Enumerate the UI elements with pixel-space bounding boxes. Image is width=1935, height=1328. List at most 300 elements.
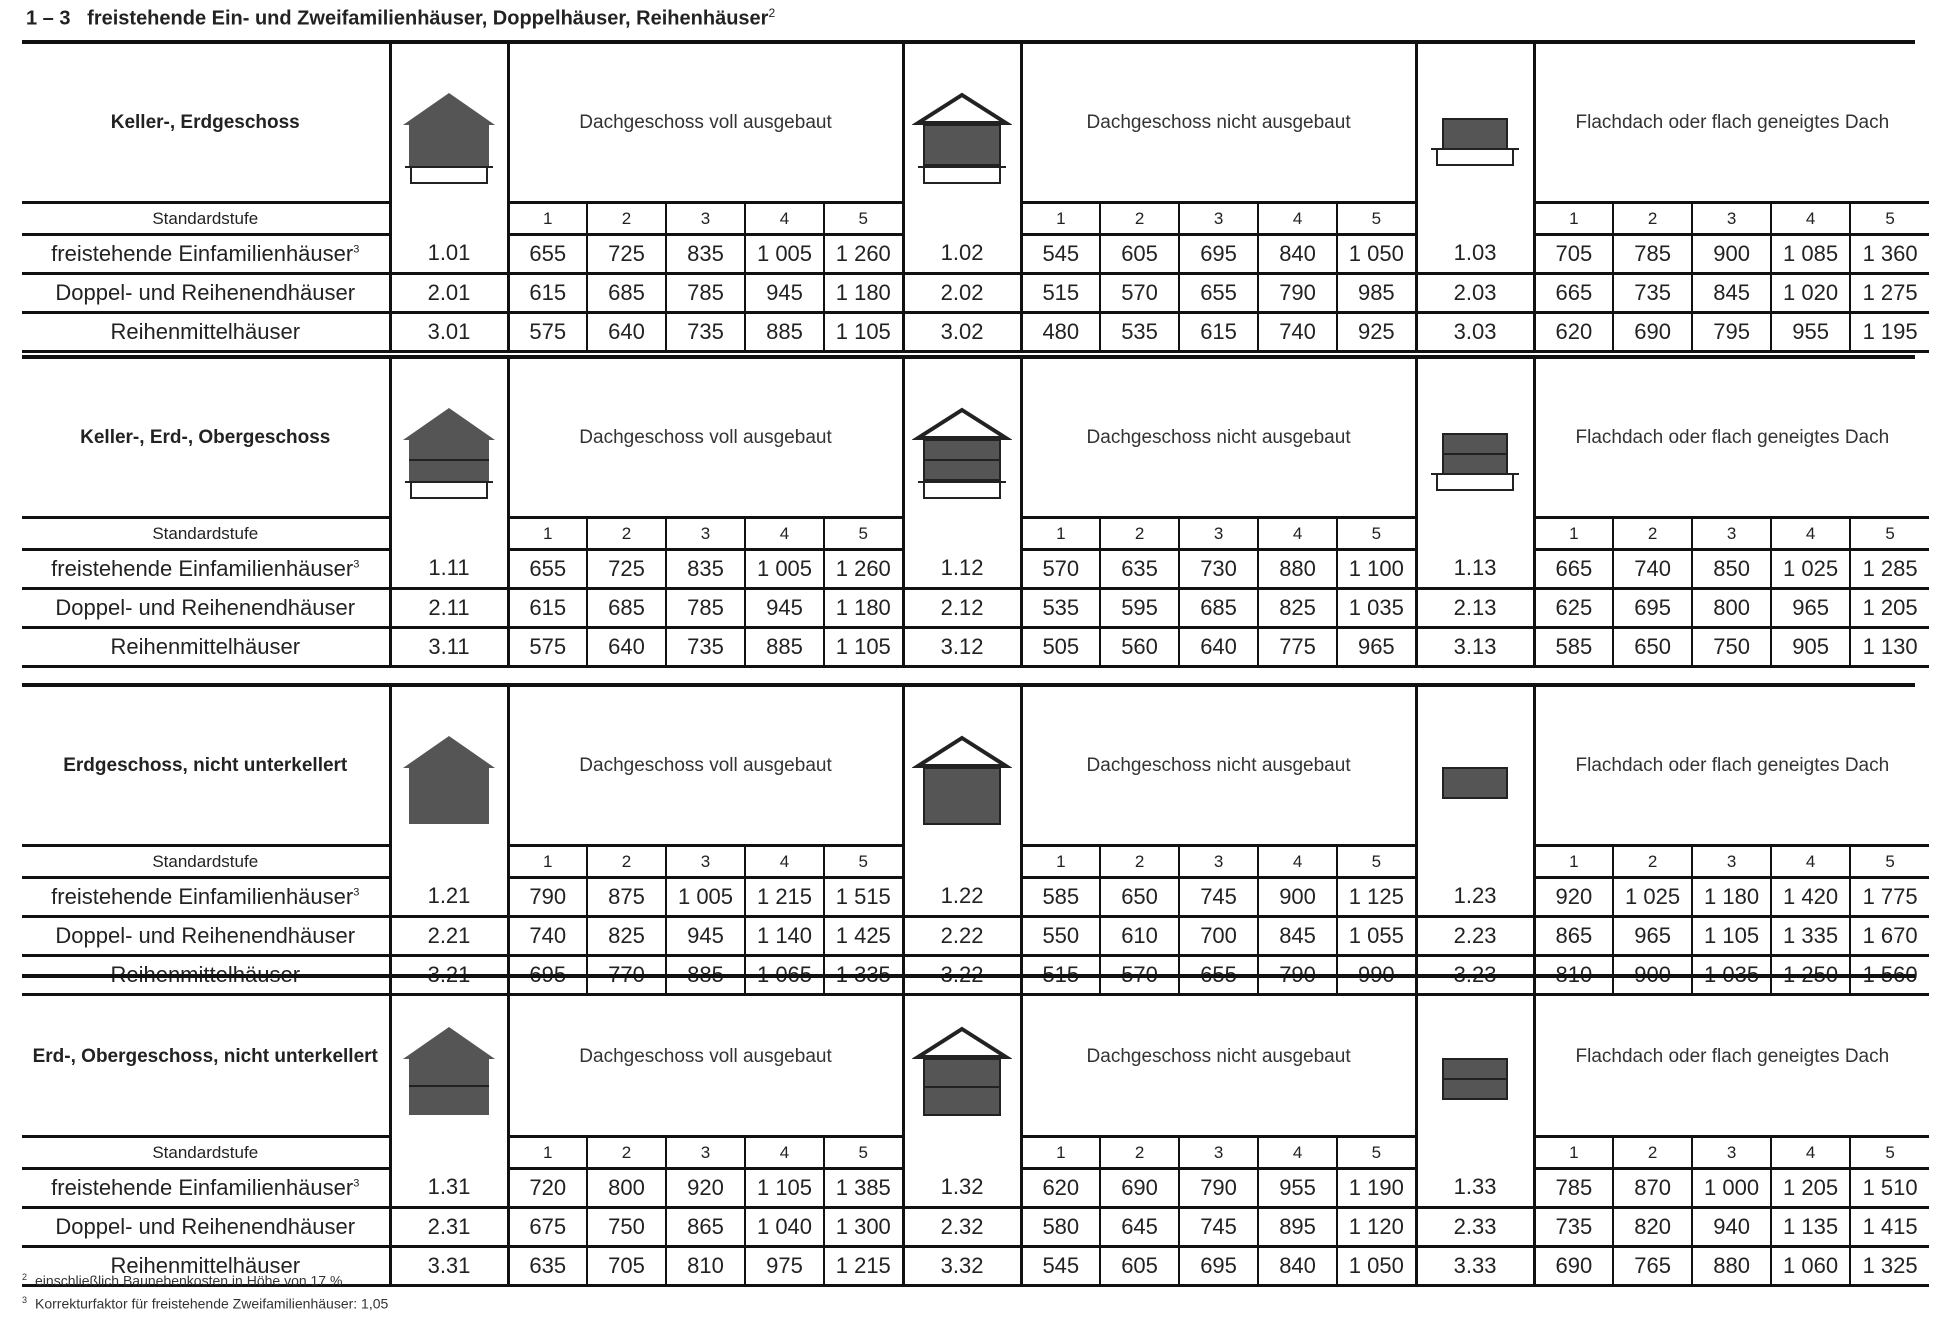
table-row bbox=[22, 628, 1929, 667]
cost-value: 1 510 bbox=[1850, 1169, 1929, 1208]
cost-value: 595 bbox=[1100, 589, 1179, 628]
cost-value: 745 bbox=[1179, 1208, 1258, 1247]
cost-value: 550 bbox=[1021, 917, 1100, 956]
cost-value: 615 bbox=[508, 589, 587, 628]
cost-value: 840 bbox=[1258, 235, 1337, 274]
block-title: Erd-, Obergeschoss, nicht unterkellert bbox=[22, 978, 390, 1137]
stufe-number: 1 bbox=[508, 1137, 587, 1169]
cost-value: 865 bbox=[1534, 917, 1613, 956]
cost-value: 965 bbox=[1771, 589, 1850, 628]
type-code: 2.22 bbox=[903, 917, 1021, 956]
cost-value: 775 bbox=[1258, 628, 1337, 667]
cost-value: 570 bbox=[1021, 550, 1100, 589]
cost-value: 1 050 bbox=[1337, 1247, 1416, 1286]
cost-value: 1 325 bbox=[1850, 1247, 1929, 1286]
cost-value: 765 bbox=[1613, 1247, 1692, 1286]
cost-value: 695 bbox=[508, 956, 587, 995]
footnote-2: $^2$ einschließlich Baunebenkosten in Höhe von 17 % bbox=[22, 1272, 343, 1289]
cost-value: 1 195 bbox=[1850, 313, 1929, 352]
cost-value: 885 bbox=[745, 313, 824, 352]
type-code: 1.01 bbox=[390, 235, 508, 274]
type-code: 2.33 bbox=[1416, 1208, 1534, 1247]
cost-value: 580 bbox=[1021, 1208, 1100, 1247]
stufe-number: 3 bbox=[666, 1137, 745, 1169]
table-row bbox=[22, 917, 1929, 956]
cost-value: 925 bbox=[1337, 313, 1416, 352]
stufe-number: 4 bbox=[1771, 518, 1850, 550]
cost-value: 1 005 bbox=[745, 550, 824, 589]
stufe-number: 4 bbox=[1258, 203, 1337, 235]
cost-value: 1 140 bbox=[745, 917, 824, 956]
type-code: 3.33 bbox=[1416, 1247, 1534, 1286]
group-label: Dachgeschoss voll ausgebaut bbox=[508, 359, 903, 518]
stufe-number: 3 bbox=[1179, 846, 1258, 878]
stufe-number: 1 bbox=[1021, 1137, 1100, 1169]
cost-table bbox=[22, 359, 1929, 668]
cost-value: 640 bbox=[587, 313, 666, 352]
stufe-number: 5 bbox=[824, 518, 903, 550]
cost-value: 1 065 bbox=[745, 956, 824, 995]
cost-value: 1 335 bbox=[824, 956, 903, 995]
block-title: Keller-, Erdgeschoss bbox=[22, 44, 390, 203]
row-label: freistehende Einfamilienhäuser$^3$ bbox=[22, 1169, 390, 1208]
cost-table bbox=[22, 978, 1929, 1287]
cost-value: 700 bbox=[1179, 917, 1258, 956]
type-code: 3.13 bbox=[1416, 628, 1534, 667]
cost-value: 1 130 bbox=[1850, 628, 1929, 667]
cost-value: 745 bbox=[1179, 878, 1258, 917]
cost-value: 735 bbox=[666, 313, 745, 352]
cost-value: 920 bbox=[666, 1169, 745, 1208]
cost-value: 840 bbox=[1258, 1247, 1337, 1286]
cost-value: 560 bbox=[1100, 628, 1179, 667]
group-label: Dachgeschoss nicht ausgebaut bbox=[1021, 44, 1416, 203]
type-code: 3.02 bbox=[903, 313, 1021, 352]
cost-value: 785 bbox=[1613, 235, 1692, 274]
cost-value: 825 bbox=[587, 917, 666, 956]
type-code: 1.12 bbox=[903, 550, 1021, 589]
cost-value: 885 bbox=[745, 628, 824, 667]
stufe-number: 2 bbox=[1100, 1137, 1179, 1169]
stufe-number: 3 bbox=[1692, 846, 1771, 878]
type-code: 3.31 bbox=[390, 1247, 508, 1286]
row-footnote-mark: 3 bbox=[353, 886, 360, 899]
type-code: 2.32 bbox=[903, 1208, 1021, 1247]
house-full-attic-icon bbox=[390, 687, 508, 878]
cost-value: 1 385 bbox=[824, 1169, 903, 1208]
group-label: Flachdach oder flach geneigtes Dach bbox=[1534, 978, 1929, 1137]
cost-value: 655 bbox=[1179, 956, 1258, 995]
type-code: 2.23 bbox=[1416, 917, 1534, 956]
table-header-row bbox=[22, 978, 1929, 1137]
cost-value: 740 bbox=[1613, 550, 1692, 589]
flat-roof-icon bbox=[1416, 687, 1534, 878]
group-label: Dachgeschoss voll ausgebaut bbox=[508, 44, 903, 203]
cost-value: 875 bbox=[587, 878, 666, 917]
cost-value: 1 020 bbox=[1771, 274, 1850, 313]
row-label: Reihenmittelhäuser bbox=[22, 1247, 390, 1286]
stufe-number: 3 bbox=[1179, 518, 1258, 550]
stufe-number: 3 bbox=[666, 203, 745, 235]
row-label: Doppel- und Reihenendhäuser bbox=[22, 1208, 390, 1247]
cost-value: 535 bbox=[1100, 313, 1179, 352]
cost-table-block-2 bbox=[22, 355, 1918, 664]
cost-value: 1 100 bbox=[1337, 550, 1416, 589]
cost-value: 945 bbox=[666, 917, 745, 956]
standardstufe-label: Standardstufe bbox=[22, 203, 390, 235]
cost-value: 945 bbox=[745, 589, 824, 628]
table-row bbox=[22, 589, 1929, 628]
cost-value: 1 215 bbox=[745, 878, 824, 917]
cost-value: 1 180 bbox=[1692, 878, 1771, 917]
cost-table bbox=[22, 44, 1929, 353]
type-code: 1.31 bbox=[390, 1169, 508, 1208]
cost-value: 895 bbox=[1258, 1208, 1337, 1247]
heading-footnote-mark: 2 bbox=[768, 6, 776, 20]
type-code: 3.21 bbox=[390, 956, 508, 995]
standardstufe-label: Standardstufe bbox=[22, 846, 390, 878]
cost-value: 1 335 bbox=[1771, 917, 1850, 956]
stufe-number: 4 bbox=[1258, 846, 1337, 878]
cost-value: 1 180 bbox=[824, 589, 903, 628]
stufe-number: 5 bbox=[1850, 518, 1929, 550]
stufe-number: 3 bbox=[1179, 1137, 1258, 1169]
group-label: Flachdach oder flach geneigtes Dach bbox=[1534, 359, 1929, 518]
group-label: Flachdach oder flach geneigtes Dach bbox=[1534, 44, 1929, 203]
group-label: Dachgeschoss nicht ausgebaut bbox=[1021, 359, 1416, 518]
cost-value: 790 bbox=[1258, 956, 1337, 995]
cost-value: 820 bbox=[1613, 1208, 1692, 1247]
cost-value: 725 bbox=[587, 235, 666, 274]
stufe-number: 2 bbox=[587, 518, 666, 550]
cost-value: 870 bbox=[1613, 1169, 1692, 1208]
stufe-number: 5 bbox=[824, 846, 903, 878]
cost-value: 665 bbox=[1534, 274, 1613, 313]
row-label: Reihenmittelhäuser bbox=[22, 628, 390, 667]
cost-value: 835 bbox=[666, 550, 745, 589]
cost-value: 965 bbox=[1337, 628, 1416, 667]
cost-value: 800 bbox=[587, 1169, 666, 1208]
cost-value: 785 bbox=[1534, 1169, 1613, 1208]
stufe-number: 1 bbox=[1021, 518, 1100, 550]
cost-value: 1 215 bbox=[824, 1247, 903, 1286]
cost-value: 690 bbox=[1100, 1169, 1179, 1208]
cost-value: 615 bbox=[1179, 313, 1258, 352]
group-label: Flachdach oder flach geneigtes Dach bbox=[1534, 687, 1929, 846]
cost-value: 835 bbox=[666, 235, 745, 274]
cost-value: 645 bbox=[1100, 1208, 1179, 1247]
cost-value: 785 bbox=[666, 274, 745, 313]
cost-value: 845 bbox=[1692, 274, 1771, 313]
cost-value: 605 bbox=[1100, 235, 1179, 274]
stufe-number: 3 bbox=[1692, 1137, 1771, 1169]
cost-value: 1 040 bbox=[745, 1208, 824, 1247]
type-code: 2.11 bbox=[390, 589, 508, 628]
row-label: Doppel- und Reihenendhäuser bbox=[22, 589, 390, 628]
type-code: 3.12 bbox=[903, 628, 1021, 667]
type-code: 1.11 bbox=[390, 550, 508, 589]
cost-value: 825 bbox=[1258, 589, 1337, 628]
cost-value: 900 bbox=[1613, 956, 1692, 995]
block-title: Erdgeschoss, nicht unterkellert bbox=[22, 687, 390, 846]
house-empty-attic-cellar-two-storey-icon bbox=[903, 359, 1021, 550]
cost-value: 945 bbox=[745, 274, 824, 313]
cost-value: 545 bbox=[1021, 1247, 1100, 1286]
cost-value: 620 bbox=[1021, 1169, 1100, 1208]
cost-value: 1 425 bbox=[824, 917, 903, 956]
table-row bbox=[22, 550, 1929, 589]
cost-value: 1 260 bbox=[824, 235, 903, 274]
type-code: 3.11 bbox=[390, 628, 508, 667]
cost-value: 1 055 bbox=[1337, 917, 1416, 956]
cost-value: 650 bbox=[1613, 628, 1692, 667]
stufe-number: 1 bbox=[508, 518, 587, 550]
type-code: 1.22 bbox=[903, 878, 1021, 917]
cost-value: 690 bbox=[1613, 313, 1692, 352]
cost-value: 975 bbox=[745, 1247, 824, 1286]
cost-value: 1 025 bbox=[1771, 550, 1850, 589]
group-label: Dachgeschoss nicht ausgebaut bbox=[1021, 687, 1416, 846]
cost-value: 635 bbox=[1100, 550, 1179, 589]
table-row bbox=[22, 1208, 1929, 1247]
cost-value: 770 bbox=[587, 956, 666, 995]
cost-value: 705 bbox=[1534, 235, 1613, 274]
cost-value: 800 bbox=[1692, 589, 1771, 628]
stufe-number: 5 bbox=[824, 203, 903, 235]
cost-value: 545 bbox=[1021, 235, 1100, 274]
cost-value: 720 bbox=[508, 1169, 587, 1208]
type-code: 3.23 bbox=[1416, 956, 1534, 995]
table-row bbox=[22, 1169, 1929, 1208]
cost-value: 695 bbox=[1613, 589, 1692, 628]
cost-value: 845 bbox=[1258, 917, 1337, 956]
stufe-number: 4 bbox=[745, 1137, 824, 1169]
cost-value: 675 bbox=[508, 1208, 587, 1247]
cost-value: 740 bbox=[1258, 313, 1337, 352]
stufe-number: 3 bbox=[666, 846, 745, 878]
stufe-number: 5 bbox=[1337, 846, 1416, 878]
cost-value: 1 190 bbox=[1337, 1169, 1416, 1208]
stufe-number: 5 bbox=[1337, 518, 1416, 550]
stufe-number: 2 bbox=[1613, 518, 1692, 550]
stufe-number: 5 bbox=[1337, 1137, 1416, 1169]
type-code: 2.31 bbox=[390, 1208, 508, 1247]
cost-value: 985 bbox=[1337, 274, 1416, 313]
group-label: Dachgeschoss nicht ausgebaut bbox=[1021, 978, 1416, 1137]
cost-value: 735 bbox=[1534, 1208, 1613, 1247]
stufe-number: 2 bbox=[587, 203, 666, 235]
stufe-number: 2 bbox=[1613, 846, 1692, 878]
cost-value: 505 bbox=[1021, 628, 1100, 667]
cost-value: 655 bbox=[1179, 274, 1258, 313]
row-label: Doppel- und Reihenendhäuser bbox=[22, 274, 390, 313]
type-code: 2.01 bbox=[390, 274, 508, 313]
cost-value: 1 035 bbox=[1692, 956, 1771, 995]
type-code: 2.13 bbox=[1416, 589, 1534, 628]
cost-value: 1 105 bbox=[745, 1169, 824, 1208]
footnote-3: $^3$ Korrekturfaktor für freistehende Zweifamilienhäuser: 1,05 bbox=[22, 1294, 389, 1312]
house-full-attic-cellar-two-storey-icon bbox=[390, 359, 508, 550]
stufe-number: 1 bbox=[1021, 846, 1100, 878]
house-empty-attic-cellar-icon bbox=[903, 44, 1021, 235]
type-code: 2.21 bbox=[390, 917, 508, 956]
heading-number: 1 – 3 bbox=[26, 7, 71, 30]
cost-value: 1 005 bbox=[745, 235, 824, 274]
cost-value: 1 275 bbox=[1850, 274, 1929, 313]
stufe-number: 3 bbox=[1179, 203, 1258, 235]
stufe-number: 4 bbox=[1771, 846, 1850, 878]
table-row bbox=[22, 235, 1929, 274]
type-code: 1.02 bbox=[903, 235, 1021, 274]
row-label: freistehende Einfamilienhäuser$^3$ bbox=[22, 550, 390, 589]
row-footnote-mark: 3 bbox=[353, 243, 360, 256]
row-label: freistehende Einfamilienhäuser$^3$ bbox=[22, 878, 390, 917]
cost-value: 1 180 bbox=[824, 274, 903, 313]
stufe-number: 5 bbox=[1850, 846, 1929, 878]
cost-value: 1 300 bbox=[824, 1208, 903, 1247]
cost-value: 1 285 bbox=[1850, 550, 1929, 589]
house-empty-attic-two-storey-icon bbox=[903, 978, 1021, 1169]
cost-value: 880 bbox=[1258, 550, 1337, 589]
cost-value: 1 515 bbox=[824, 878, 903, 917]
stufe-number: 5 bbox=[1850, 203, 1929, 235]
cost-value: 695 bbox=[1179, 1247, 1258, 1286]
cost-value: 1 125 bbox=[1337, 878, 1416, 917]
cost-value: 640 bbox=[1179, 628, 1258, 667]
type-code: 1.13 bbox=[1416, 550, 1534, 589]
stufe-number: 4 bbox=[1258, 1137, 1337, 1169]
type-code: 1.21 bbox=[390, 878, 508, 917]
stufe-number: 1 bbox=[1534, 203, 1613, 235]
cost-value: 750 bbox=[587, 1208, 666, 1247]
cost-value: 920 bbox=[1534, 878, 1613, 917]
cost-value: 1 560 bbox=[1850, 956, 1929, 995]
cost-value: 1 135 bbox=[1771, 1208, 1850, 1247]
cost-value: 990 bbox=[1337, 956, 1416, 995]
cost-value: 865 bbox=[666, 1208, 745, 1247]
stufe-number: 5 bbox=[824, 1137, 903, 1169]
type-code: 2.12 bbox=[903, 589, 1021, 628]
cost-value: 735 bbox=[666, 628, 745, 667]
stufe-number: 1 bbox=[508, 203, 587, 235]
cost-value: 605 bbox=[1100, 1247, 1179, 1286]
cost-value: 515 bbox=[1021, 956, 1100, 995]
cost-value: 790 bbox=[1179, 1169, 1258, 1208]
group-label: Dachgeschoss voll ausgebaut bbox=[508, 687, 903, 846]
cost-value: 635 bbox=[508, 1247, 587, 1286]
cost-value: 1 670 bbox=[1850, 917, 1929, 956]
cost-value: 1 775 bbox=[1850, 878, 1929, 917]
cost-value: 570 bbox=[1100, 274, 1179, 313]
stufe-number: 4 bbox=[745, 203, 824, 235]
cost-value: 735 bbox=[1613, 274, 1692, 313]
cost-value: 850 bbox=[1692, 550, 1771, 589]
stufe-number: 1 bbox=[1534, 1137, 1613, 1169]
cost-value: 705 bbox=[587, 1247, 666, 1286]
table-header-row bbox=[22, 44, 1929, 203]
house-empty-attic-icon bbox=[903, 687, 1021, 878]
cost-value: 1 005 bbox=[666, 878, 745, 917]
cost-value: 665 bbox=[1534, 550, 1613, 589]
cost-value: 615 bbox=[508, 274, 587, 313]
page-heading bbox=[26, 6, 775, 31]
cost-value: 655 bbox=[508, 235, 587, 274]
table-row bbox=[22, 878, 1929, 917]
stufe-number: 2 bbox=[1100, 203, 1179, 235]
cost-value: 570 bbox=[1100, 956, 1179, 995]
cost-value: 695 bbox=[1179, 235, 1258, 274]
cost-table-block-1 bbox=[22, 40, 1918, 349]
flat-roof-two-storey-icon bbox=[1416, 978, 1534, 1169]
flat-roof-cellar-two-storey-icon bbox=[1416, 359, 1534, 550]
cost-value: 730 bbox=[1179, 550, 1258, 589]
stufe-number: 2 bbox=[1100, 846, 1179, 878]
stufe-number: 2 bbox=[587, 1137, 666, 1169]
cost-value: 885 bbox=[666, 956, 745, 995]
cost-value: 640 bbox=[587, 628, 666, 667]
stufe-number: 3 bbox=[1692, 203, 1771, 235]
house-full-attic-cellar-icon bbox=[390, 44, 508, 235]
cost-table-block-3 bbox=[22, 683, 1918, 992]
cost-value: 965 bbox=[1613, 917, 1692, 956]
cost-value: 790 bbox=[508, 878, 587, 917]
row-label: Doppel- und Reihenendhäuser bbox=[22, 917, 390, 956]
cost-value: 1 250 bbox=[1771, 956, 1850, 995]
table-row bbox=[22, 313, 1929, 352]
stufe-number: 4 bbox=[745, 518, 824, 550]
cost-table bbox=[22, 687, 1929, 996]
cost-value: 515 bbox=[1021, 274, 1100, 313]
type-code: 1.03 bbox=[1416, 235, 1534, 274]
cost-value: 610 bbox=[1100, 917, 1179, 956]
stufe-number: 3 bbox=[1692, 518, 1771, 550]
type-code: 1.23 bbox=[1416, 878, 1534, 917]
cost-value: 535 bbox=[1021, 589, 1100, 628]
stufe-number: 1 bbox=[1534, 846, 1613, 878]
row-footnote-mark: 3 bbox=[353, 558, 360, 571]
type-code: 2.03 bbox=[1416, 274, 1534, 313]
cost-value: 1 105 bbox=[824, 313, 903, 352]
block-title: Keller-, Erd-, Obergeschoss bbox=[22, 359, 390, 518]
cost-value: 1 205 bbox=[1850, 589, 1929, 628]
heading-text: freistehende Ein- und Zweifamilienhäuser, Doppelhäuser, Reihenhäuser bbox=[87, 7, 769, 30]
cost-value: 1 105 bbox=[824, 628, 903, 667]
cost-value: 790 bbox=[1258, 274, 1337, 313]
cost-value: 650 bbox=[1100, 878, 1179, 917]
cost-value: 690 bbox=[1534, 1247, 1613, 1286]
stufe-number: 1 bbox=[1534, 518, 1613, 550]
cost-value: 810 bbox=[666, 1247, 745, 1286]
cost-value: 1 360 bbox=[1850, 235, 1929, 274]
stufe-number: 2 bbox=[1100, 518, 1179, 550]
cost-value: 685 bbox=[1179, 589, 1258, 628]
type-code: 2.02 bbox=[903, 274, 1021, 313]
stufe-number: 4 bbox=[745, 846, 824, 878]
stufe-number: 1 bbox=[1021, 203, 1100, 235]
cost-value: 1 060 bbox=[1771, 1247, 1850, 1286]
cost-value: 900 bbox=[1258, 878, 1337, 917]
cost-value: 1 415 bbox=[1850, 1208, 1929, 1247]
standardstufe-label: Standardstufe bbox=[22, 1137, 390, 1169]
stufe-number: 5 bbox=[1337, 203, 1416, 235]
cost-value: 785 bbox=[666, 589, 745, 628]
stufe-number: 2 bbox=[1613, 203, 1692, 235]
stufe-number: 4 bbox=[1771, 1137, 1850, 1169]
cost-value: 585 bbox=[1534, 628, 1613, 667]
stufe-number: 4 bbox=[1258, 518, 1337, 550]
cost-value: 625 bbox=[1534, 589, 1613, 628]
cost-value: 905 bbox=[1771, 628, 1850, 667]
